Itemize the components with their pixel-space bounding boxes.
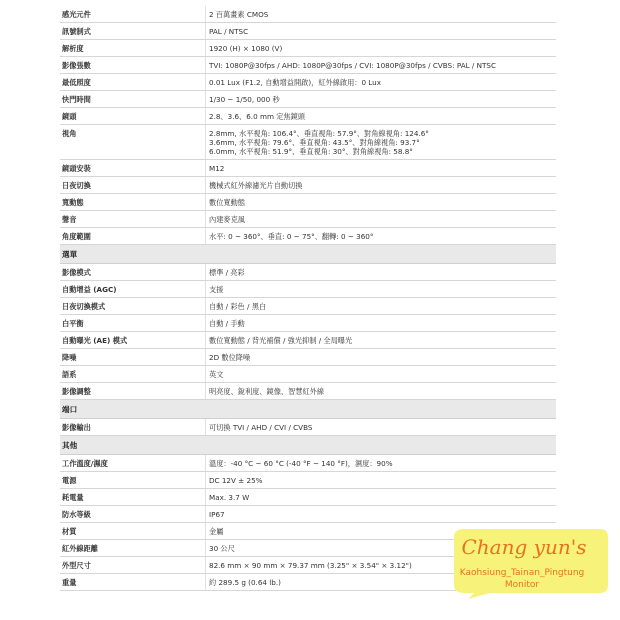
spec-value: 英文 bbox=[205, 366, 556, 382]
spec-row bbox=[60, 383, 556, 400]
spec-value: 數位寬動態 / 背光補償 / 強光抑制 / 全局曝光 bbox=[205, 332, 556, 348]
spec-label: 紅外線距離 bbox=[62, 544, 98, 553]
logo-title: Chang yun's bbox=[461, 535, 587, 559]
spec-value: 2 百萬畫素 CMOS bbox=[205, 6, 556, 22]
spec-value: 明亮度、銳利度、鏡像、智慧紅外線 bbox=[205, 383, 556, 399]
spec-row bbox=[60, 6, 556, 23]
spec-row bbox=[60, 40, 556, 57]
spec-value: 1920 (H) × 1080 (V) bbox=[205, 40, 556, 56]
logo-subtitle-region: Kaohsiung_Tainan_Pingtung bbox=[459, 568, 585, 578]
spec-value: 水平: 0 ~ 360°、垂直: 0 ~ 75°、翻轉: 0 ~ 360° bbox=[205, 228, 556, 244]
spec-label: 降噪 bbox=[62, 353, 77, 362]
spec-value: PAL / NTSC bbox=[205, 23, 556, 39]
spec-label: 影像調整 bbox=[62, 387, 91, 396]
spec-group-port bbox=[60, 419, 556, 436]
spec-row bbox=[60, 108, 556, 125]
spec-row bbox=[60, 160, 556, 177]
spec-label: 工作溫度/濕度 bbox=[62, 459, 108, 468]
spec-value: DC 12V ± 25% bbox=[205, 472, 556, 488]
spec-row bbox=[60, 194, 556, 211]
spec-label: 外型尺寸 bbox=[62, 561, 91, 570]
spec-row bbox=[60, 177, 556, 194]
spec-label: 影像輸出 bbox=[62, 423, 91, 432]
spec-value: 金屬 bbox=[205, 523, 556, 539]
spec-row bbox=[60, 315, 556, 332]
spec-row bbox=[60, 125, 556, 160]
spec-value: 溫度：-40 °C ~ 60 °C (-40 °F ~ 140 °F)，濕度：90% bbox=[205, 455, 556, 471]
spec-label: 視角 bbox=[62, 129, 77, 138]
spec-label: 聲音 bbox=[62, 215, 77, 224]
spec-value: 自動 / 手動 bbox=[205, 315, 556, 331]
spec-label: 耗電量 bbox=[62, 493, 84, 502]
spec-row bbox=[60, 228, 556, 245]
spec-label: 日夜切換 bbox=[62, 181, 91, 190]
spec-value: 2.8mm, 水平視角: 106.4°、垂直視角: 57.9°、對角線視角: 124.6° 3.6mm, 水平視角: 79.6°、垂直視角: 43.5°、對角線視角: 93.7° 6.0mm, 水平視角: 51.9°、垂直視角: 30°、對角線視角: 58.8° bbox=[205, 125, 556, 159]
spec-label: 鏡頭安裝 bbox=[62, 164, 91, 173]
spec-value: 0.01 Lux (F1.2, 自動增益開啟)，紅外線啟用：0 Lux bbox=[205, 74, 556, 90]
spec-row bbox=[60, 366, 556, 383]
spec-label: 感光元件 bbox=[62, 10, 91, 19]
spec-row bbox=[60, 57, 556, 74]
spec-label: 寬動態 bbox=[62, 198, 84, 207]
spec-value: 2.8、3.6、6.0 mm 定焦鏡頭 bbox=[205, 108, 556, 124]
spec-group-general bbox=[60, 6, 556, 245]
spec-row bbox=[60, 472, 556, 489]
spec-row bbox=[60, 489, 556, 506]
spec-value: 數位寬動態 bbox=[205, 194, 556, 210]
spec-value: 30 公尺 bbox=[205, 540, 556, 556]
spec-value: 約 289.5 g (0.64 lb.) bbox=[205, 574, 556, 590]
spec-row bbox=[60, 349, 556, 366]
spec-label: 鏡頭 bbox=[62, 112, 77, 121]
spec-row bbox=[60, 419, 556, 436]
spec-label: 語系 bbox=[62, 370, 77, 379]
spec-row bbox=[60, 298, 556, 315]
spec-row bbox=[60, 455, 556, 472]
spec-label: 影像張數 bbox=[62, 61, 91, 70]
spec-label: 解析度 bbox=[62, 44, 84, 53]
spec-label: 訊號制式 bbox=[62, 27, 91, 36]
spec-row bbox=[60, 91, 556, 108]
spec-row bbox=[60, 281, 556, 298]
spec-label: 自動增益 (AGC) bbox=[62, 285, 117, 294]
spec-value: 1/30 ~ 1/50, 000 秒 bbox=[205, 91, 556, 107]
spec-label: 電源 bbox=[62, 476, 77, 485]
spec-label: 重量 bbox=[62, 578, 77, 587]
logo-subtitle-monitor: Monitor bbox=[504, 580, 540, 590]
spec-value: 自動 / 彩色 / 黑白 bbox=[205, 298, 556, 314]
spec-label: 自動曝光 (AE) 模式 bbox=[62, 336, 128, 345]
spec-sheet bbox=[60, 6, 556, 591]
spec-label: 白平衡 bbox=[62, 319, 84, 328]
spec-row bbox=[60, 211, 556, 228]
spec-value: M12 bbox=[205, 160, 556, 176]
spec-value: 可切換 TVI / AHD / CVI / CVBS bbox=[205, 419, 556, 435]
spec-group-menu bbox=[60, 264, 556, 400]
spec-value: 機械式紅外線濾光片自動切換 bbox=[205, 177, 556, 193]
spec-value: TVI: 1080P@30fps / AHD: 1080P@30fps / CVI: 1080P@30fps / CVBS: PAL / NTSC bbox=[205, 57, 556, 73]
spec-label: 最低照度 bbox=[62, 78, 91, 87]
spec-value: 標準 / 亮彩 bbox=[205, 264, 556, 280]
spec-label: 日夜切換模式 bbox=[62, 302, 106, 311]
spec-value: IP67 bbox=[205, 506, 556, 522]
spec-row bbox=[60, 332, 556, 349]
spec-label: 材質 bbox=[62, 527, 77, 536]
spec-label: 快門時間 bbox=[62, 95, 91, 104]
spec-row bbox=[60, 74, 556, 91]
spec-row bbox=[60, 506, 556, 523]
section-header-menu: 選單 bbox=[60, 245, 556, 264]
spec-value: 82.6 mm × 90 mm × 79.37 mm (3.25" × 3.54" × 3.12") bbox=[205, 557, 556, 573]
spec-value: 支援 bbox=[205, 281, 556, 297]
section-header-other: 其他 bbox=[60, 436, 556, 455]
brand-logo bbox=[434, 527, 610, 599]
spec-label: 角度範圍 bbox=[62, 232, 91, 241]
spec-value: 內建麥克風 bbox=[205, 211, 556, 227]
spec-value: 2D 數位降噪 bbox=[205, 349, 556, 365]
spec-row bbox=[60, 23, 556, 40]
spec-label: 影像模式 bbox=[62, 268, 91, 277]
spec-label: 防水等級 bbox=[62, 510, 91, 519]
spec-value: Max. 3.7 W bbox=[205, 489, 556, 505]
section-header-port: 端口 bbox=[60, 400, 556, 419]
spec-row bbox=[60, 264, 556, 281]
